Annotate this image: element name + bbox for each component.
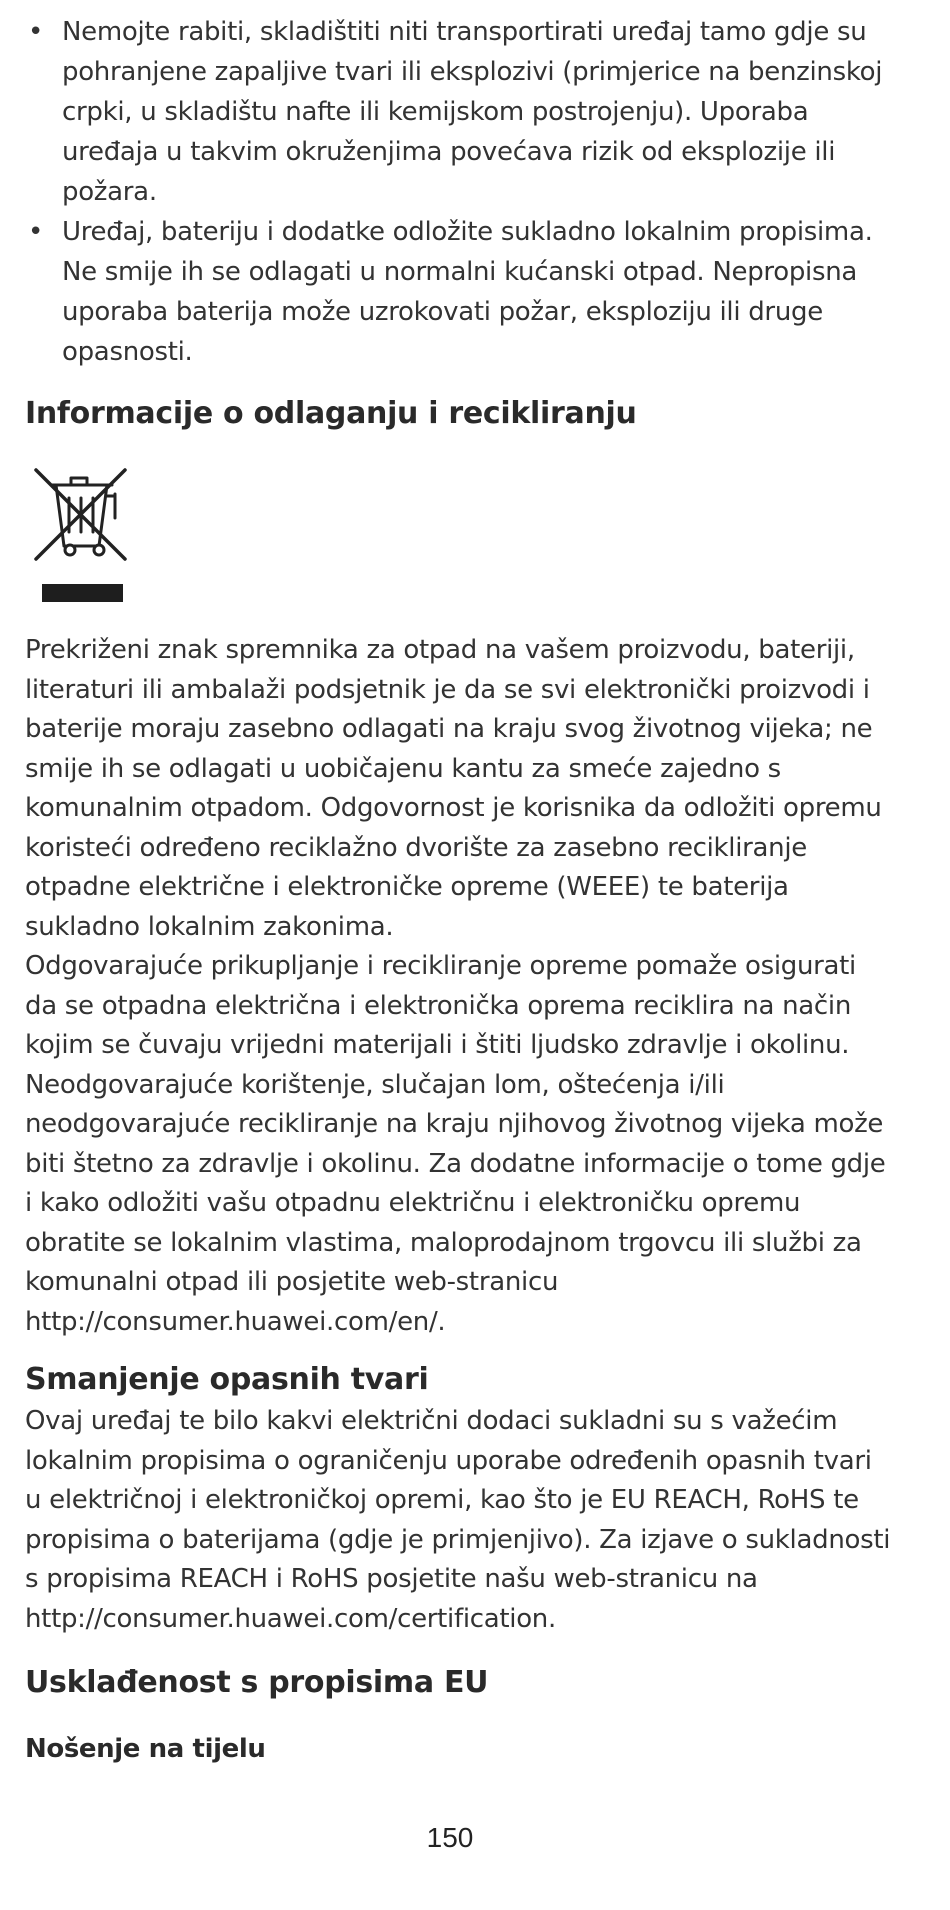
hazardous-substances-heading: Smanjenje opasnih tvari [25,1362,429,1397]
hazardous-substances-paragraph: Ovaj uređaj te bilo kakvi električni dodaci sukladni su s važećim lokalnim propisima o ograničenju uporabe određenih opasnih tvari u električnoj i elektroničkoj opremi, kao što je EU REACH, RoHS te propisima o baterijama (gdje je primjenjivo). Za izjave o sukladnosti s propisima REACH i RoHS posjetite našu web-stranicu na http://consumer.huawei.com/certification. [25,1406,891,1634]
bullet-item [25,12,895,212]
disposal-heading: Informacije o odlaganju i recikliranju [25,396,637,431]
bullet-text: Nemojte rabiti, skladištiti niti transportirati uređaj tamo gdje su pohranjene zapaljive tvari ili eksplozivi (primjerice na benzinskoj crpki, u skladištu nafte ili kemijskom postrojenju). Uporaba uređaja u takvim okruženjima povećava rizik od eksplozije ili požara. [62,17,883,207]
eu-compliance-heading: Usklađenost s propisima EU [25,1665,489,1700]
safety-bullet-list [25,12,895,372]
bullet-dot: • [28,217,44,247]
bullet-dot: • [28,17,44,47]
body-worn-subheading: Nošenje na tijelu [25,1734,266,1764]
bullet-item [25,212,895,372]
bullet-text: Uređaj, bateriju i dodatke odložite sukladno lokalnim propisima. Ne smije ih se odlagati u normalni kućanski otpad. Nepropisna uporaba baterija može uzrokovati požar, eksploziju ili druge opasnosti. [62,217,873,367]
page-content [25,12,895,1767]
disposal-paragraph-1: Prekriženi znak spremnika za otpad na vašem proizvodu, bateriji, literaturi ili ambalaži podsjetnik je da se svi elektronički proizvodi i baterije moraju zasebno odlagati na kraju svog životnog vijeka; ne smije ih se odlagati u uobičajenu kantu za smeće zajedno s komunalnim otpadom. Odgovornost je korisnika da odložiti opremu koristeći određeno reciklažno dvorište za zasebno recikliranje otpadne električne i elektroničke opreme (WEEE) te baterija sukladno lokalnim zakonima. [25,635,882,942]
page-number: 150 [426,1822,474,1853]
crossed-out-wheelie-bin-icon [25,458,135,608]
disposal-paragraph-2: Odgovarajuće prikupljanje i recikliranje opreme pomaže osigurati da se otpadna električna i elektronička oprema reciklira na način kojim se čuvaju vrijedni materijali i štiti ljudsko zdravlje i okolinu. Neodgovarajuće korištenje, slučajan lom, oštećenja i/ili neodgovarajuće recikliranje na kraju njihovog životnog vijeka može biti štetno za zdravlje i okolinu. Za dodatne informacije o tome gdje i kako odložiti vašu otpadnu električnu i elektroničku opremu obratite se lokalnim vlastima, maloprodajnom trgovcu ili službi za komunalni otpad ili posjetite web-stranicu http://consumer.huawei.com/en/. [25,951,886,1337]
